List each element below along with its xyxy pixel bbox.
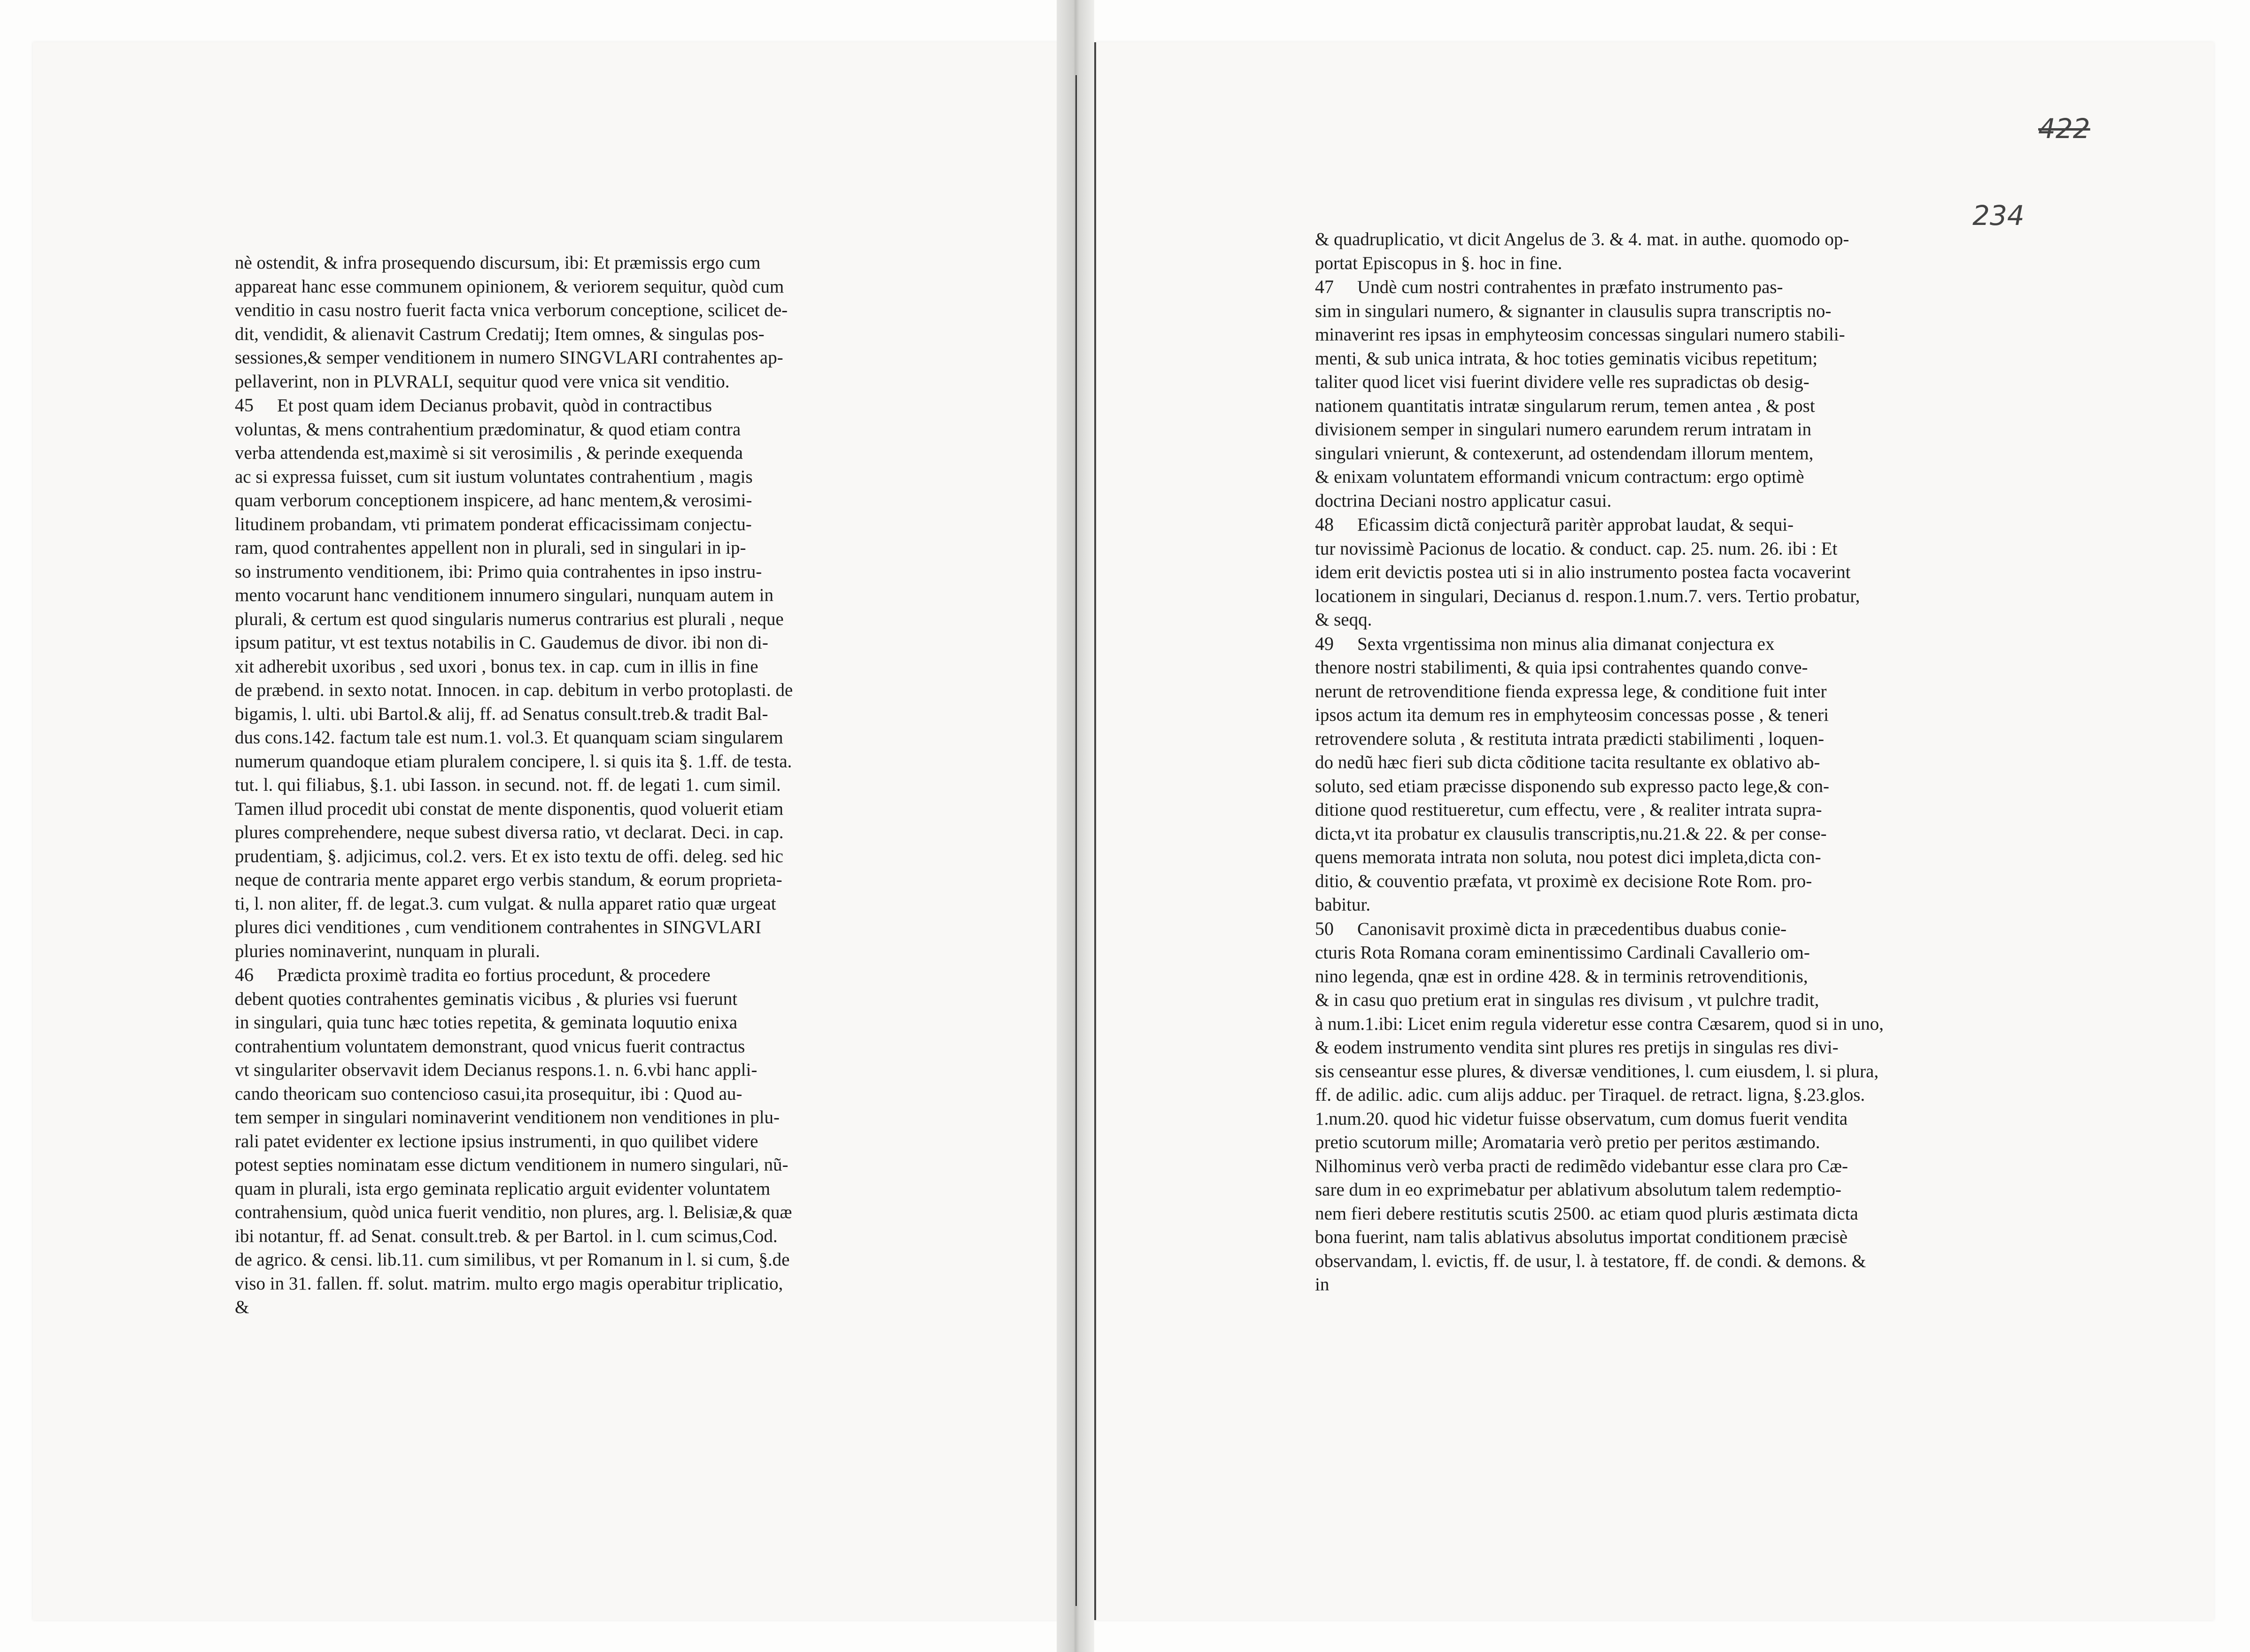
line-text: bigamis, l. ulti. ubi Bartol.& alij, ff. ad Senatus consult.treb.& tradit Bal- [235, 703, 768, 724]
line-text: in [1315, 1274, 1330, 1295]
right_page-line [1315, 537, 1982, 561]
line-text: nationem quantitatis intratæ singularum rerum, temen antea , & post [1315, 395, 1815, 416]
left_page-line [235, 1058, 892, 1082]
left_page-line [235, 702, 892, 726]
left_page-line [235, 892, 892, 916]
right_page-line [1315, 323, 1982, 347]
line-text: minaverint res ipsas in emphyteosim concessas singulari numero stabili- [1315, 324, 1845, 345]
line-text: ditione quod restitueretur, cum effectu, vere , & realiter intrata supra- [1315, 800, 1822, 820]
right_page-line [1315, 1107, 1982, 1131]
line-text: & seqq. [1315, 610, 1372, 630]
line-text: verba attendenda est,maximè si sit verosimilis , & perinde exequenda [235, 443, 743, 463]
line-text: dit, vendidit, & alienavit Castrum Credatij; Item omnes, & singulas pos- [235, 324, 765, 344]
left_page-line [235, 868, 892, 892]
right_page-line [1315, 228, 1982, 252]
line-text: locationem in singulari, Decianus d. respon.1.num.7. vers. Tertio probatur, [1315, 586, 1860, 606]
right_page-line [1315, 561, 1982, 585]
line-text: & in casu quo pretium erat in singulas res divisum , vt pulchre tradit, [1315, 990, 1819, 1010]
right_page-line [1315, 1250, 1982, 1274]
line-text: Prædicta proximè tradita eo fortius procedunt, & procedere [277, 965, 711, 985]
line-text: singulari vnierunt, & contexerunt, ad ostendendam illorum mentem, [1315, 443, 1814, 463]
paragraph-number: 50 [1315, 918, 1334, 939]
line-text: soluto, sed etiam præcisse disponendo sub expresso pacto lege,& con- [1315, 776, 1830, 796]
line-text: pluries nominaverint, nunquam in plurali. [235, 941, 540, 961]
line-text: de præbend. in sexto notat. Innocen. in cap. debitum in verbo protoplasti. de [235, 680, 793, 700]
line-text: ti, l. non aliter, ff. de legat.3. cum vulgat. & nulla apparet ratio quæ urgeat [235, 893, 776, 914]
right_page-line [1315, 252, 1982, 276]
left_page-line [235, 631, 892, 655]
line-text: & eodem instrumento vendita sint plures res pretijs in singulas res divi- [1315, 1037, 1839, 1058]
left_page-line [235, 988, 892, 1011]
line-text: rali patet evidenter ex lectione ipsius instrumenti, in quo quilibet videre [235, 1131, 758, 1151]
left_page-line [235, 1272, 892, 1296]
line-text: xit adherebit uxoribus , sed uxori , bonus tex. in cap. cum in illis in fine [235, 656, 758, 677]
left_page-line [235, 441, 892, 465]
line-text: divisionem semper in singulari numero earundem rerum intratam in [1315, 419, 1812, 440]
line-text: in singulari, quia tunc hæc toties repetita, & geminata loquutio enixa [235, 1012, 738, 1033]
line-text: à num.1.ibi: Licet enim regula videretur esse contra Cæsarem, quod si in uno, [1315, 1013, 1884, 1034]
right_page-line [1315, 608, 1982, 632]
line-text: quens memorata intrata non soluta, nou potest dici impleta,dicta con- [1315, 847, 1821, 867]
line-text: & enixam voluntatem efformandi vnicum contractum: ergo optimè [1315, 467, 1804, 487]
line-text: pretio scutorum mille; Aromataria verò pretio per peritos æstimando. [1315, 1132, 1820, 1152]
line-text: plurali, & certum est quod singularis numerus contrarius est plurali , neque [235, 609, 784, 629]
left_page-line [235, 1106, 892, 1130]
left_page-line [235, 1177, 892, 1201]
right_page-line [1315, 489, 1982, 513]
right_page-line [1315, 513, 1982, 537]
left_page-line [235, 275, 892, 299]
left_page-line [235, 1130, 892, 1154]
right_page-line [1315, 585, 1982, 609]
line-text: venditio in casu nostro fuerit facta vnica verborum conceptione, scilicet de- [235, 300, 788, 320]
line-text: prudentiam, §. adjicimus, col.2. vers. Et ex isto textu de offi. deleg. sed hic [235, 846, 783, 866]
line-text: nem fieri debere restitutis scutis 2500. ac etiam quod pluris æstimata dicta [1315, 1203, 1858, 1224]
folio-number: 234 [1972, 200, 2025, 232]
right_page-line [1315, 1202, 1982, 1226]
line-text: tut. l. qui filiabus, §.1. ubi Iasson. in secund. not. ff. de legati 1. cum simil. [235, 775, 781, 795]
line-text: quam in plurali, ista ergo geminata replicatio arguit evidenter voluntatem [235, 1178, 771, 1199]
line-text: ipsos actum ita demum res in emphyteosim concessas posse , & teneri [1315, 705, 1829, 725]
line-text: doctrina Deciani nostro applicatur casui. [1315, 490, 1612, 511]
left_page-line [235, 797, 892, 821]
line-text: appareat hanc esse communem opinionem, & veriorem sequitur, quòd cum [235, 276, 784, 297]
right_page-line [1315, 632, 1982, 656]
left_page-line [235, 370, 892, 394]
right_page-line [1315, 988, 1982, 1012]
left_page-line [235, 323, 892, 347]
left_page-line [235, 465, 892, 489]
paragraph-number: 49 [1315, 633, 1334, 654]
paragraph-number: 46 [235, 964, 254, 985]
line-text: 1.num.20. quod hic videtur fuisse observatum, cum domus fuerit vendita [1315, 1108, 1848, 1129]
right_page-line [1315, 300, 1982, 324]
line-text: Et post quam idem Decianus probavit, quòd in contractibus [277, 395, 712, 416]
left_page-line [235, 394, 892, 418]
gutter-edge [1075, 75, 1077, 1606]
line-text: thenore nostri stabilimenti, & quia ipsi contrahentes quando conve- [1315, 657, 1808, 678]
line-text: taliter quod licet visi fuerint dividere velle res supradictas ob desig- [1315, 372, 1809, 392]
left_page-line [235, 726, 892, 750]
left_page-line [235, 845, 892, 869]
right_page-line [1315, 394, 1982, 418]
right_page-line [1315, 965, 1982, 989]
line-text: dus cons.142. factum tale est num.1. vol.3. Et quanquam sciam singularem [235, 727, 783, 748]
right_page-line [1315, 1012, 1982, 1036]
line-text: ram, quod contrahentes appellent non in plurali, sed in singulari in ip- [235, 538, 746, 558]
right_page-line [1315, 1226, 1982, 1250]
line-text: nè ostendit, & infra prosequendo discursum, ibi: Et præmissis ergo cum [235, 253, 761, 273]
line-text: debent quoties contrahentes geminatis vicibus , & pluries vsi fuerunt [235, 988, 738, 1009]
line-text: ipsum patitur, vt est textus notabilis in C. Gaudemus de divor. ibi non di- [235, 633, 768, 653]
right_page-line [1315, 798, 1982, 822]
right_page-line [1315, 656, 1982, 680]
left_page-line [235, 536, 892, 560]
right_page-line [1315, 371, 1982, 394]
line-text: babitur. [1315, 895, 1371, 915]
right_page-line [1315, 347, 1982, 371]
right_page-line [1315, 1083, 1982, 1107]
line-text: cturis Rota Romana coram eminentissimo Cardinali Cavallerio om- [1315, 942, 1810, 963]
left_page-line [235, 821, 892, 845]
line-text: & quadruplicatio, vt dicit Angelus de 3. & 4. mat. in authe. quomodo op- [1315, 229, 1849, 249]
struck-folio-number: 422 [2038, 113, 2090, 145]
line-text: dicta,vt ita probatur ex clausulis transcriptis,nu.21.& 22. & per conse- [1315, 823, 1827, 844]
line-text: litudinem probandam, vti primatem ponderat efficacissimam conjectu- [235, 514, 752, 534]
left_page-line [235, 679, 892, 702]
left_page-line [235, 750, 892, 774]
right_page-line [1315, 275, 1982, 300]
line-text: neque de contraria mente apparet ergo verbis standum, & eorum proprieta- [235, 870, 782, 890]
line-text: numerum quandoque etiam pluralem concipere, l. si quis ita §. 1.ff. de testa. [235, 751, 792, 772]
left_page-line [235, 655, 892, 679]
left_page-line [235, 1082, 892, 1106]
line-text: idem erit devictis postea uti si in alio instrumento postea facta vocaverint [1315, 562, 1851, 582]
line-text: pellaverint, non in PLVRALI, sequitur quod vere vnica sit venditio. [235, 371, 730, 392]
line-text: portat Episcopus in §. hoc in fine. [1315, 253, 1562, 273]
left_page-line [235, 1011, 892, 1035]
line-text: sim in singulari numero, & signanter in clausulis supra transcriptis no- [1315, 301, 1832, 321]
left_page-line [235, 1035, 892, 1059]
left_page-line [235, 1201, 892, 1225]
line-text: Canonisavit proximè dicta in præcedentibus duabus conie- [1357, 919, 1787, 939]
line-text: vt singulariter observavit idem Decianus respons.1. n. 6.vbi hanc appli- [235, 1060, 758, 1080]
right_page-line [1315, 893, 1982, 917]
right_page-line [1315, 1178, 1982, 1202]
right_page-line [1315, 703, 1982, 727]
line-text: ditio, & couventio præfata, vt proximè ex decisione Rote Rom. pro- [1315, 871, 1812, 891]
left_page-line [235, 346, 892, 370]
line-text: plures dici venditiones , cum venditionem contrahentes in SINGVLARI [235, 917, 762, 937]
right_page-line [1315, 775, 1982, 799]
right_page-line [1315, 822, 1982, 846]
right_page-line [1315, 941, 1982, 965]
line-text: potest septies nominatam esse dictum venditionem in numero singulari, nũ- [235, 1155, 789, 1175]
right_page-line [1315, 870, 1982, 894]
right_page-line [1315, 751, 1982, 775]
line-text: viso in 31. fallen. ff. solut. matrim. multo ergo magis operabitur triplicatio, [235, 1273, 783, 1294]
line-text: so instrumento venditionem, ibi: Primo quia contrahentes in ipso instru- [235, 561, 762, 582]
left_page-line [235, 489, 892, 513]
right_page-line [1315, 465, 1982, 489]
line-text: contrahentium voluntatem demonstrant, quod vnicus fuerit contractus [235, 1036, 745, 1057]
right_page-line [1315, 442, 1982, 466]
line-text: ff. de adilic. adic. cum alijs adduc. per Tiraquel. de retract. ligna, §.23.glos. [1315, 1085, 1865, 1105]
left_page-line [235, 940, 892, 964]
line-text: Undè cum nostri contrahentes in præfato instrumento pas- [1357, 277, 1783, 297]
right_page-line [1315, 846, 1982, 870]
line-text: sare dum in eo exprimebatur per ablativum absolutum talem redemptio- [1315, 1180, 1841, 1200]
left_page-line [235, 513, 892, 537]
right_page-line [1315, 727, 1982, 751]
line-text: menti, & sub unica intrata, & hoc toties geminatis vicibus repetitum; [1315, 348, 1818, 369]
line-text: tem semper in singulari nominaverint venditionem non venditiones in plu- [235, 1107, 780, 1127]
right_page-line [1315, 1155, 1982, 1179]
right_page-line [1315, 917, 1982, 942]
right_page-line [1315, 680, 1982, 704]
line-text: & [235, 1297, 249, 1317]
line-text: bona fuerint, nam talis ablativus absolutus importat conditionem præcisè [1315, 1227, 1848, 1247]
left-page-text [235, 251, 892, 1320]
left_page-line [235, 608, 892, 632]
line-text: Sexta vrgentissima non minus alia dimanat conjectura ex [1357, 633, 1775, 654]
line-text: ibi notantur, ff. ad Senat. consult.treb. & per Bartol. in l. cum scimus,Cod. [235, 1226, 778, 1246]
line-text: sessiones,& semper venditionem in numero SINGVLARI contrahentes ap- [235, 347, 783, 368]
right-page-text [1315, 228, 1982, 1297]
line-text: de agrico. & censi. lib.11. cum similibus, vt per Romanum in l. si cum, §.de [235, 1250, 790, 1270]
line-text: do nedũ hæc fieri sub dicta cõditione tacita resultante ex oblativo ab- [1315, 752, 1820, 772]
left_page-line [235, 963, 892, 988]
line-text: retrovendere soluta , & restituta intrata prædicti stabilimenti , loquen- [1315, 728, 1825, 749]
line-text: plures comprehendere, neque subest diversa ratio, vt declarat. Deci. in cap. [235, 822, 784, 842]
paragraph-number: 48 [1315, 514, 1334, 535]
line-text: tur novissimè Pacionus de locatio. & conduct. cap. 25. num. 26. ibi : Et [1315, 538, 1838, 559]
left_page-line [235, 916, 892, 940]
left_page-line [235, 251, 892, 275]
paragraph-number: 45 [235, 394, 254, 416]
line-text: Tamen illud procedit ubi constat de mente disponentis, quod voluerit etiam [235, 798, 784, 819]
line-text: sis censeantur esse plures, & diversæ venditiones, l. cum eiusdem, l. si plura, [1315, 1061, 1879, 1081]
line-text: voluntas, & mens contrahentium prædominatur, & quod etiam contra [235, 419, 741, 440]
left_page-line [235, 1225, 892, 1249]
right_page-line [1315, 1273, 1982, 1297]
left_page-line [235, 773, 892, 797]
left_page-line [235, 584, 892, 608]
line-text: contrahensium, quòd unica fuerit venditio, non plures, arg. l. Belisiæ,& quæ [235, 1202, 792, 1222]
right_page-line [1315, 1131, 1982, 1155]
right_page-line [1315, 418, 1982, 442]
line-text: observandam, l. evictis, ff. de usur, l. à testatore, ff. de condi. & demons. & [1315, 1251, 1866, 1271]
line-text: Eficassim dictã conjecturã paritèr approbat laudat, & sequi- [1357, 515, 1794, 535]
left_page-line [235, 560, 892, 584]
paragraph-number: 47 [1315, 276, 1334, 297]
left_page-line [235, 1248, 892, 1272]
line-text: cando theoricam suo contencioso casui,ita prosequitur, ibi : Quod au- [235, 1083, 742, 1104]
line-text: Nilhominus verò verba practi de redimẽdo videbantur esse clara pro Cæ- [1315, 1156, 1848, 1176]
left_page-line [235, 299, 892, 323]
line-text: mento vocarunt hanc venditionem innumero singulari, nunquam autem in [235, 585, 773, 605]
right_page-line [1315, 1060, 1982, 1084]
line-text: nino legenda, qnæ est in ordine 428. & in terminis retrovenditionis, [1315, 966, 1808, 987]
line-text: quam verborum conceptionem inspicere, ad hanc mentem,& verosimi- [235, 490, 752, 510]
left_page-line [235, 418, 892, 442]
left_page-line [235, 1296, 892, 1320]
line-text: ac si expressa fuisset, cum sit iustum voluntates contrahentium , magis [235, 466, 753, 487]
line-text: nerunt de retrovenditione fienda expressa lege, & conditione fuit inter [1315, 681, 1827, 702]
left_page-line [235, 1153, 892, 1177]
right_page-line [1315, 1036, 1982, 1060]
